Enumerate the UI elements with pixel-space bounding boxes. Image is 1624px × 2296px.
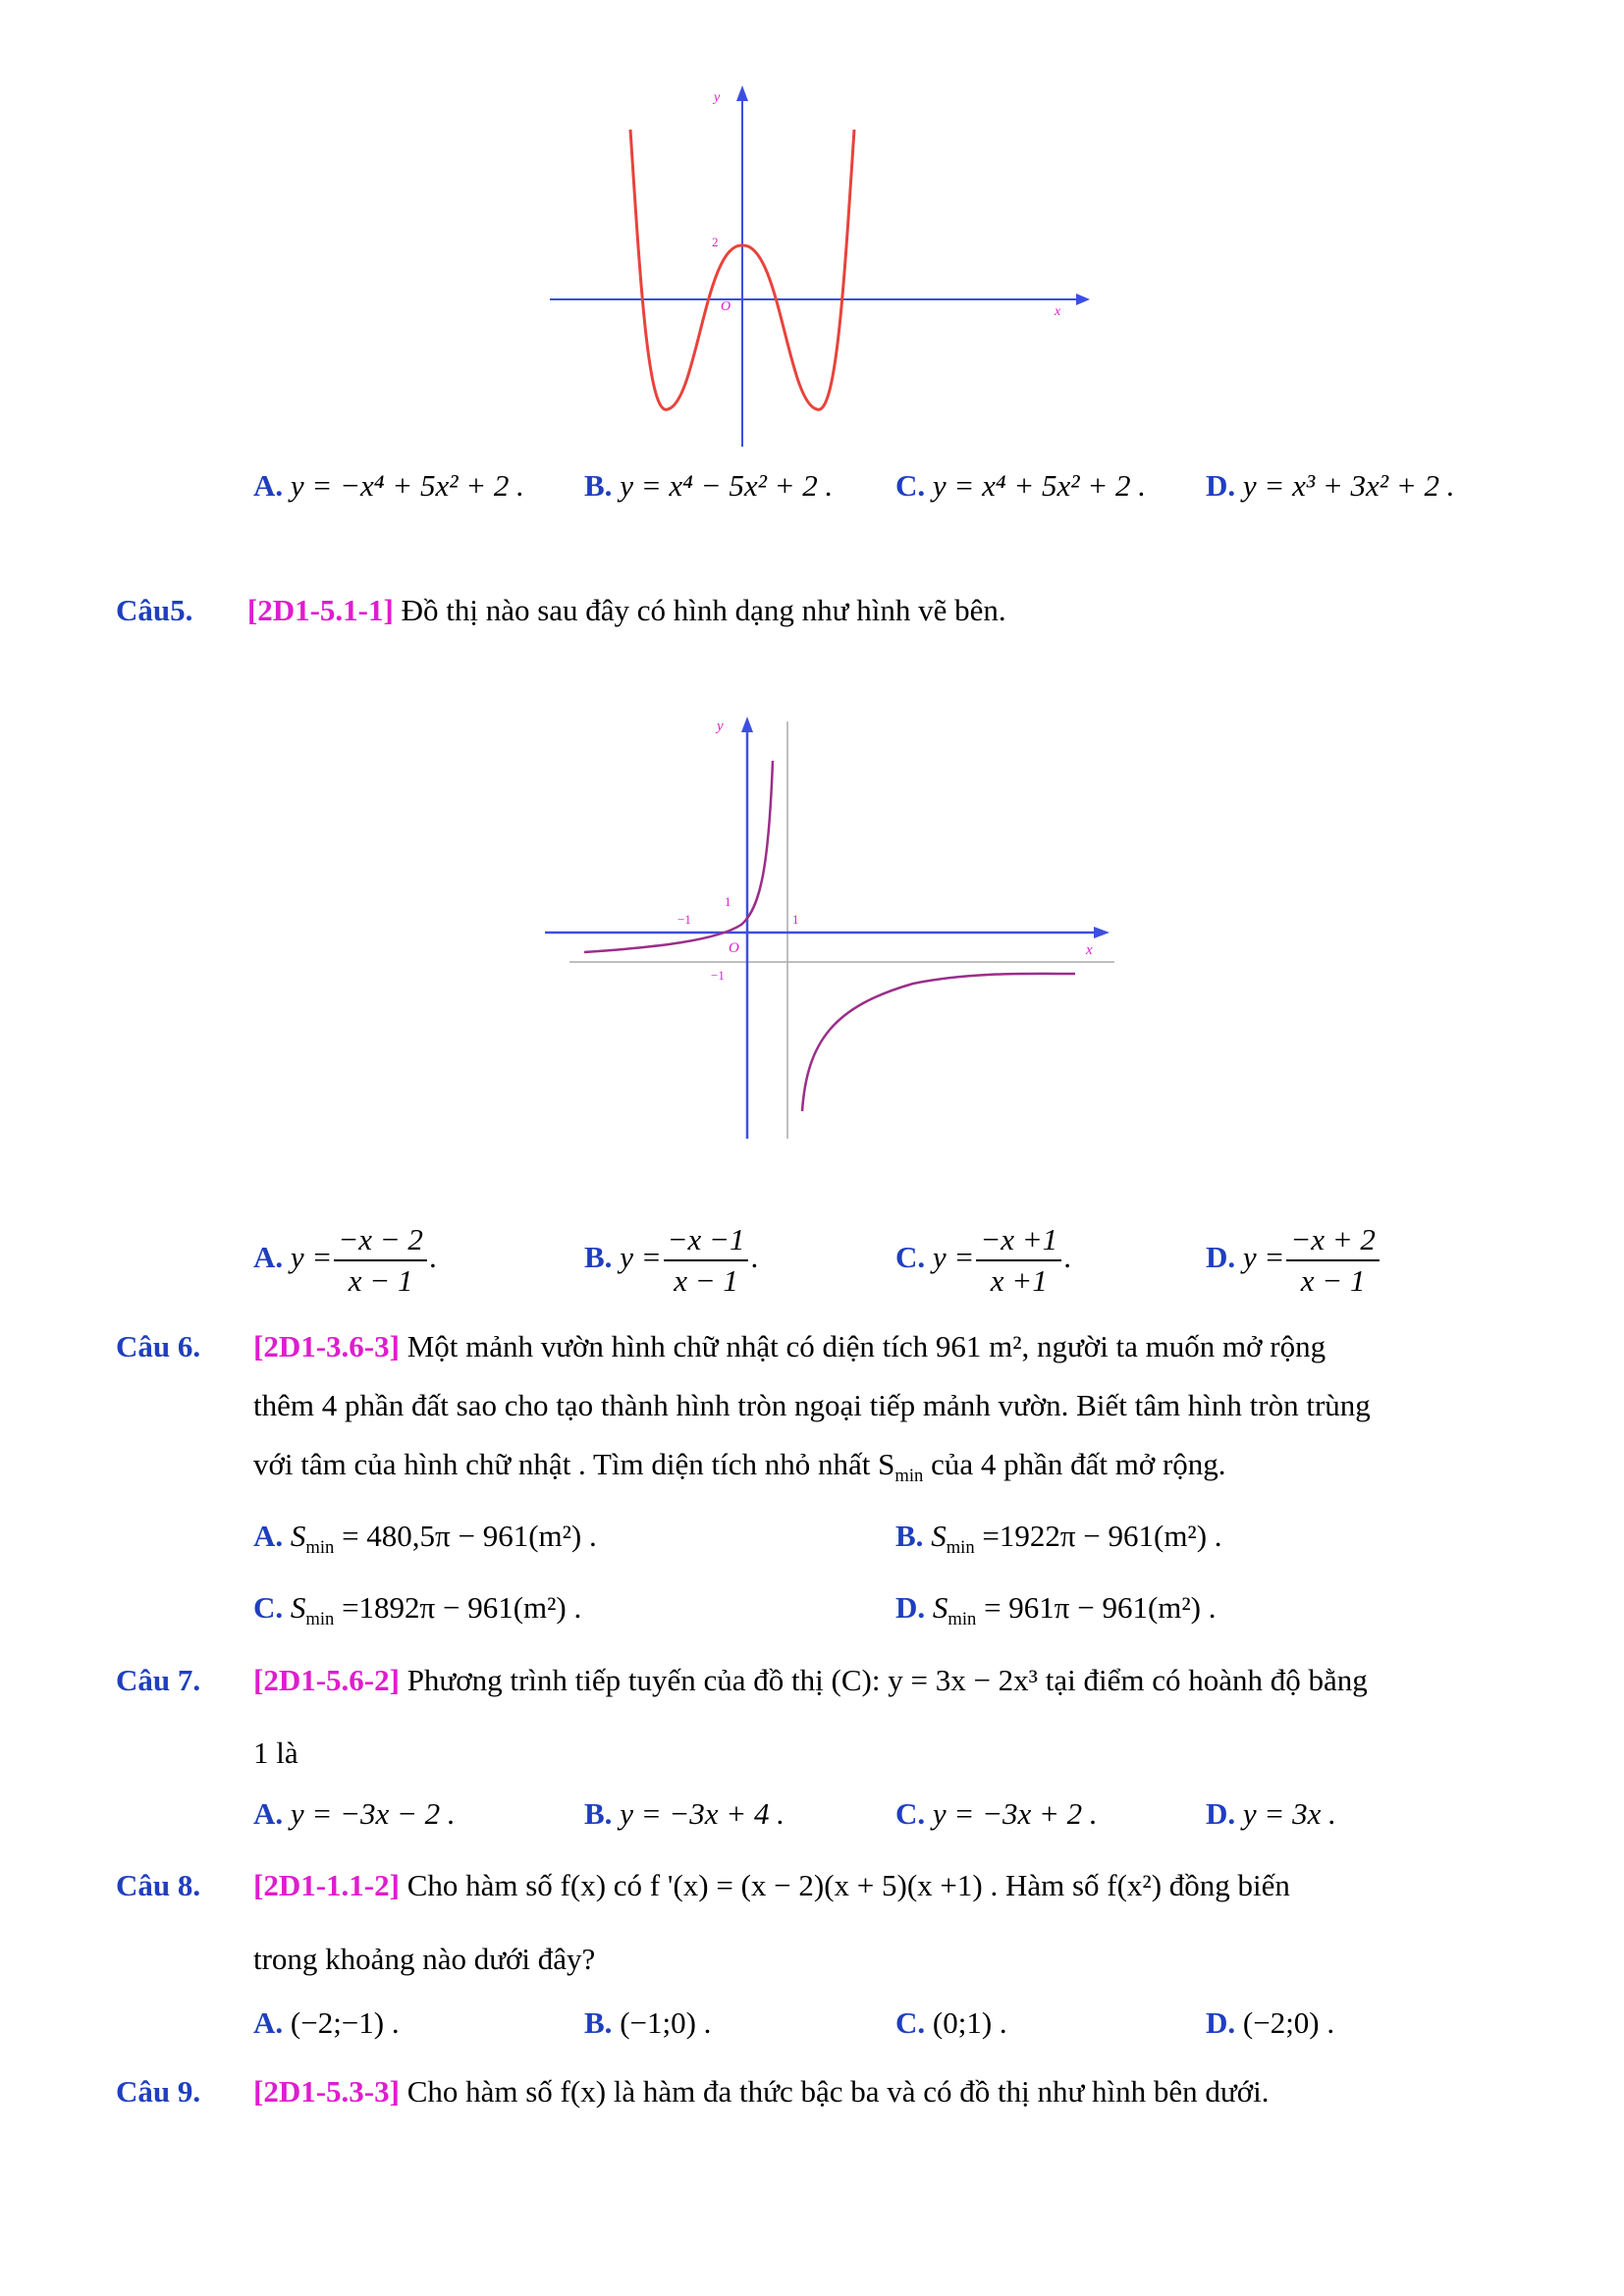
q8-option-b[interactable] [584, 2005, 711, 2041]
q6-option-c-s: S [290, 1590, 306, 1625]
q6-option-a-expr: = 480,5π − 961(m²) . [342, 1519, 597, 1553]
q9-label: Câu 9. [116, 2074, 201, 2109]
q6-label: Câu 6. [116, 1329, 201, 1363]
graph2-origin-label: O [729, 940, 739, 956]
q5-label: Câu5. [116, 593, 193, 627]
q5-option-d-num: −x + 2 [1286, 1222, 1380, 1261]
q7-option-d-expr: y = 3x . [1242, 1796, 1336, 1831]
q5-option-a-den: x − 1 [348, 1263, 413, 1298]
q5-option-c-key: C. [895, 1240, 926, 1275]
q6-option-c-expr: =1892π − 961(m²) . [342, 1590, 582, 1625]
q4-option-b-expr: y = x⁴ − 5x² + 2 . [620, 468, 834, 503]
q7-option-d-key: D. [1206, 1796, 1236, 1831]
q8-line1: Cho hàm số f(x) có f '(x) = (x − 2)(x + 5)(x +1) . Hàm số f(x²) đồng biến [406, 1868, 1290, 1902]
q6-option-c[interactable] [253, 1590, 582, 1630]
q4-option-c[interactable] [895, 468, 1146, 504]
q6-line3-wrap [253, 1447, 1226, 1487]
q6-option-c-sub: min [305, 1609, 335, 1630]
q5-option-a-lhs: y = [290, 1240, 333, 1275]
q5-option-c[interactable]: C. y = $\frac{-x +1}{x +1}$ . [895, 1222, 1071, 1298]
q4-option-b-key: B. [584, 468, 613, 503]
graph2-y-label: y [717, 719, 724, 734]
graph2-tick-neg1x: −1 [677, 912, 691, 927]
q7-line1-wrap [253, 1663, 1368, 1698]
q8-option-d-key: D. [1206, 2005, 1236, 2040]
q5-option-c-num: −x +1 [976, 1222, 1061, 1261]
q6-option-b[interactable] [895, 1519, 1222, 1559]
q8-line2: trong khoảng nào dưới đây? [253, 1942, 596, 1976]
graph2-tick-1x: 1 [792, 912, 799, 927]
q5-option-c-lhs: y = [932, 1240, 975, 1275]
q5-option-d-key: D. [1206, 1240, 1236, 1275]
q9-tag: [2D1-5.3-3] [253, 2074, 400, 2109]
q5-option-d-den: x − 1 [1300, 1263, 1366, 1298]
graph2-tick-neg1y: −1 [711, 968, 725, 983]
q6-option-a[interactable] [253, 1519, 597, 1559]
q8-tag: [2D1-1.1-2] [253, 1868, 400, 1902]
q7-option-c-key: C. [895, 1796, 926, 1831]
q8-option-a[interactable] [253, 2005, 400, 2041]
q5-option-b[interactable]: B. y = $\frac{-x -1}{x - 1}$ . [584, 1222, 759, 1298]
q5-option-a[interactable]: A. y = $\frac{-x - 2}{x - 1}$ . [253, 1222, 437, 1298]
q4-option-d-key: D. [1206, 468, 1236, 503]
q6-line3-sub: min [894, 1466, 924, 1487]
q7-option-b[interactable] [584, 1796, 785, 1832]
hyperbola-right-branch [802, 974, 1075, 1111]
q6-option-b-key: B. [895, 1519, 924, 1553]
q4-option-a-expr: y = −x⁴ + 5x² + 2 . [290, 468, 524, 503]
q7-tag: [2D1-5.6-2] [253, 1663, 400, 1697]
hyperbola-graph [540, 707, 1119, 1148]
q4-option-d[interactable] [1206, 468, 1455, 504]
q9-text: Cho hàm số f(x) là hàm đa thức bậc ba và có đồ thị như hình bên dưới. [406, 2074, 1270, 2109]
q6-line3: với tâm của hình chữ nhật . Tìm diện tích nhỏ nhất S [253, 1447, 895, 1481]
q7-option-b-expr: y = −3x + 4 . [620, 1796, 785, 1831]
q6-tag: [2D1-3.6-3] [253, 1329, 400, 1363]
q8-option-b-key: B. [584, 2005, 613, 2040]
q4-option-c-key: C. [895, 468, 926, 503]
q5-option-b-num: −x −1 [664, 1222, 749, 1261]
q7-option-c-expr: y = −3x + 2 . [932, 1796, 1098, 1831]
q6-option-a-key: A. [253, 1519, 284, 1553]
q7-line1: Phương trình tiếp tuyến của đồ thị (C): y = 3x − 2x³ tại điểm có hoành độ bằng [406, 1663, 1368, 1697]
q7-line2: 1 là [253, 1735, 298, 1770]
q6-option-b-sub: min [946, 1537, 975, 1559]
q8-option-d[interactable] [1206, 2005, 1334, 2041]
q5-option-b-lhs: y = [620, 1240, 662, 1275]
graph1-origin-label: O [721, 299, 731, 314]
q6-option-d-sub: min [947, 1609, 977, 1630]
q6-option-d-expr: = 961π − 961(m²) . [984, 1590, 1217, 1625]
q8-option-a-key: A. [253, 2005, 284, 2040]
q5-text: Đồ thị nào sau đây có hình dạng như hình vẽ bên. [401, 593, 1006, 627]
q4-option-b[interactable] [584, 468, 833, 504]
q9-line-wrap [253, 2074, 1269, 2109]
graph1-tick-2: 2 [712, 235, 719, 249]
q6-line1: Một mảnh vườn hình chữ nhật có diện tích 961 m², người ta muốn mở rộng [406, 1329, 1326, 1363]
q8-option-c[interactable] [895, 2005, 1007, 2041]
graph1-x-label: x [1055, 304, 1061, 319]
q7-option-c[interactable] [895, 1796, 1098, 1832]
q5-option-d[interactable] [1206, 1222, 1381, 1299]
q7-label: Câu 7. [116, 1663, 201, 1697]
q4-option-a[interactable] [253, 468, 524, 504]
q8-option-c-expr: (0;1) . [932, 2005, 1007, 2040]
q8-line1-wrap [253, 1868, 1290, 1903]
q5-option-c-den: x +1 [990, 1263, 1048, 1298]
q7-option-a-key: A. [253, 1796, 284, 1831]
graph2-tick-1y: 1 [725, 894, 731, 909]
q6-option-b-expr: =1922π − 961(m²) . [982, 1519, 1222, 1553]
q7-option-a[interactable] [253, 1796, 456, 1832]
q5-question [116, 593, 1006, 628]
q6-option-d-key: D. [895, 1590, 926, 1625]
q6-option-d-s: S [932, 1590, 948, 1625]
q8-option-a-expr: (−2;−1) . [290, 2005, 400, 2040]
q7-option-a-expr: y = −3x − 2 . [290, 1796, 456, 1831]
q6-option-a-sub: min [305, 1537, 335, 1559]
q8-label: Câu 8. [116, 1868, 201, 1902]
q8-option-d-expr: (−2;0) . [1242, 2005, 1335, 2040]
q5-option-b-den: x − 1 [674, 1263, 738, 1298]
q6-option-c-key: C. [253, 1590, 284, 1625]
q4-option-a-key: A. [253, 468, 284, 503]
q5-option-a-num: −x − 2 [334, 1222, 427, 1261]
q5-option-d-lhs: y = [1242, 1240, 1285, 1275]
q6-option-a-s: S [290, 1519, 306, 1553]
q6-option-d[interactable] [895, 1590, 1217, 1630]
q8-option-b-expr: (−1;0) . [620, 2005, 712, 2040]
q8-option-c-key: C. [895, 2005, 926, 2040]
q6-line3-tail: của 4 phần đất mở rộng. [923, 1447, 1226, 1481]
q5-option-a-key: A. [253, 1240, 284, 1275]
q6-line1-wrap [253, 1329, 1326, 1364]
q6-line2: thêm 4 phần đất sao cho tạo thành hình tròn ngoại tiếp mảnh vườn. Biết tâm hình tròn trùng [253, 1388, 1371, 1422]
graph2-x-label: x [1086, 942, 1093, 958]
q4-option-c-expr: y = x⁴ + 5x² + 2 . [932, 468, 1146, 503]
quartic-graph [550, 83, 1100, 447]
q5-option-b-key: B. [584, 1240, 613, 1275]
q4-option-d-expr: y = x³ + 3x² + 2 . [1242, 468, 1455, 503]
graph1-y-label: y [714, 90, 721, 105]
q7-option-b-key: B. [584, 1796, 613, 1831]
q5-tag: [2D1-5.1-1] [246, 593, 394, 627]
q6-option-b-s: S [931, 1519, 947, 1553]
q7-option-d[interactable] [1206, 1796, 1336, 1832]
